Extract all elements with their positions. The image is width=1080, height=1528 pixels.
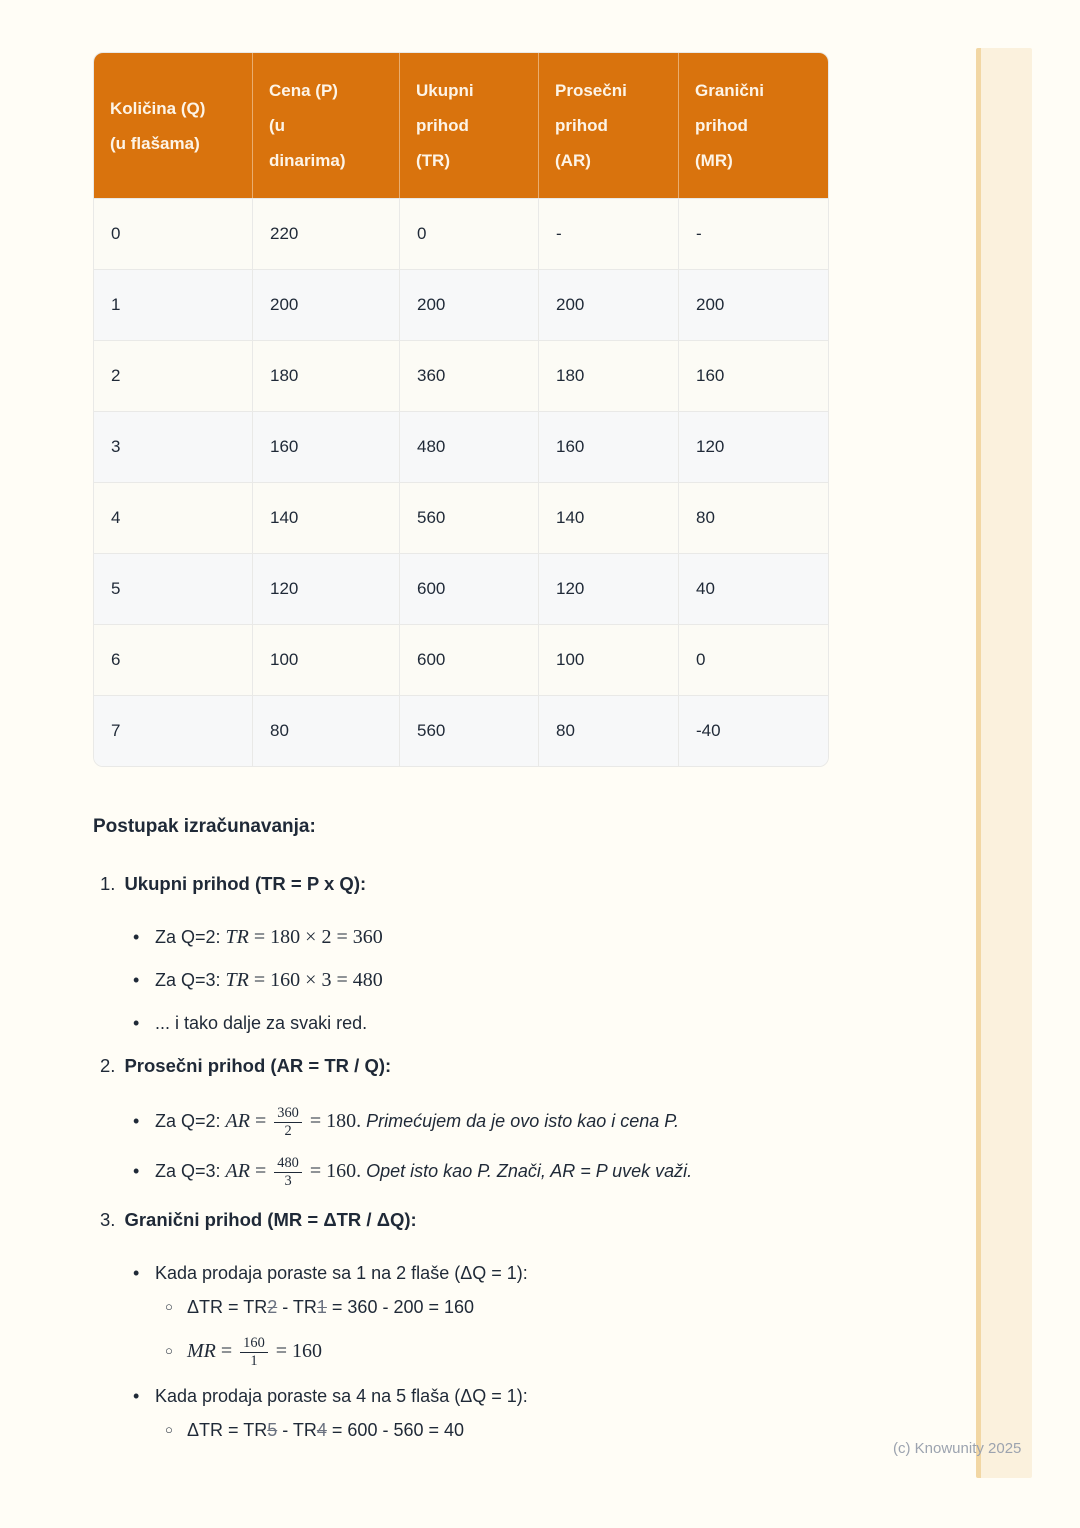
table-cell: 480 [400,411,539,482]
list-item-text: ... i tako dalje za svaki red. [155,1013,368,1033]
fraction: $\frac{360}{2}$ [274,1106,302,1139]
table-cell: 3 [94,411,253,482]
table-row [94,553,828,624]
column-header-prosecni-prihod: Prosečni prihod (AR) [539,53,679,198]
list-item-text: Za Q=3: TR = 160 × 3 = 480 [155,969,383,991]
table-row [94,411,828,482]
table-cell: 200 [679,269,828,340]
bullet-icon: • [133,927,140,947]
list-item-text: Za Q=3: AR = $\frac{480}{3}$ = 160. Opet isto kao P. Znači, AR = P uvek važi. [155,1155,693,1190]
table-cell: - [679,198,828,269]
list-item [133,967,973,993]
list-item-text: Kada prodaja poraste sa 4 na 5 flaša (ΔQ = 1): [155,1385,528,1406]
table-row [94,695,828,766]
bullet-icon: • [133,1385,140,1406]
table-cell: 120 [539,553,679,624]
ordered-item-title [100,1207,973,1232]
table-row [94,269,828,340]
struck-subscript: 1 [316,1296,327,1317]
math-expression: AR = $\frac{480}{3}$ = 160. [225,1155,367,1190]
table-cell: 6 [94,624,253,695]
table-cell: 200 [539,269,679,340]
math-expression: TR = 180 × 2 = 360 [225,926,383,948]
sub-list [93,1294,973,1369]
table-cell: -40 [679,695,828,766]
math-expression: MR = $\frac{160}{1}$ = 160 [187,1334,323,1369]
struck-subscript: 5 [267,1419,278,1440]
table-cell: - [539,198,679,269]
sub-list-item-text [187,1336,973,1369]
italic-note: Primećujem da je ovo isto kao i cena P. [366,1111,679,1132]
list-item-text: Kada prodaja poraste sa 1 na 2 flaše (ΔQ = 1): [155,1262,528,1283]
list-item [133,1260,973,1286]
table-cell: 1 [94,269,253,340]
ordered-item-ukupni-prihod [93,871,973,1036]
sub-list-item [165,1336,973,1369]
list-number: 2. [100,1055,116,1076]
table-cell: 4 [94,482,253,553]
table-row [94,340,828,411]
table-cell: 600 [400,553,539,624]
table-cell: 140 [253,482,400,553]
bullet-icon: • [133,1013,140,1033]
table-cell: 80 [679,482,828,553]
ordered-item-title [100,1053,973,1078]
table-row [94,482,828,553]
circle-bullet-icon: ○ [165,1342,173,1358]
table-cell: 5 [94,553,253,624]
sub-list [93,1417,973,1445]
side-highlight-band [976,48,1032,1478]
table-cell: 600 [400,624,539,695]
table-cell: 0 [400,198,539,269]
bullet-icon: • [133,970,140,990]
table-cell: 200 [400,269,539,340]
list-item [133,1383,973,1409]
column-header-cena: Cena (P) (u dinarima) [253,53,400,198]
table-cell: 220 [253,198,400,269]
table-cell: 140 [539,482,679,553]
bullet-icon: • [133,1262,140,1283]
table-cell: 80 [253,695,400,766]
math-expression: TR = 160 × 3 = 480 [225,969,383,991]
table-cell: 100 [539,624,679,695]
list-item [133,924,973,950]
table-cell: 560 [400,695,539,766]
list-title: Granični prihod (MR = ΔTR / ΔQ): [124,1208,417,1230]
list-item [133,1010,973,1036]
italic-note: Opet isto kao P. Znači, AR = P uvek važi. [366,1161,693,1182]
sub-list-item-text: ΔTR = TR5 - TR4 = 600 - 560 = 40 [187,1419,465,1440]
table-cell: 2 [94,340,253,411]
fraction: $\frac{480}{3}$ [274,1156,302,1189]
list-item-text: Za Q=2: AR = $\frac{360}{2}$ = 180. Primećujem da je ovo isto kao i cena P. [155,1105,679,1140]
ordered-item-prosecni-prihod [93,1053,973,1190]
bullet-icon: • [133,1111,140,1132]
list-title: Ukupni prihod (TR = P x Q): [124,873,367,894]
sub-list-item-text: ΔTR = TR2 - TR1 = 360 - 200 = 160 [187,1296,475,1317]
list-item [133,1156,973,1189]
sub-list-item [165,1417,973,1445]
table-cell: 7 [94,695,253,766]
column-header-kolicina: Količina (Q) (u flašama) [94,53,253,198]
table-cell: 100 [253,624,400,695]
table-cell: 40 [679,553,828,624]
table-cell: 120 [253,553,400,624]
list-title: Prosečni prihod (AR = TR / Q): [124,1055,392,1076]
table-row [94,198,828,269]
list-number: 3. [100,1208,116,1230]
column-header-granicni-prihod: Granični prihod (MR) [679,53,828,198]
table-cell: 180 [539,340,679,411]
math-expression: AR = $\frac{360}{2}$ = 180. [225,1105,367,1140]
column-header-ukupni-prihod: Ukupni prihod (TR) [400,53,539,198]
table-cell: 560 [400,482,539,553]
table-cell: 0 [679,624,828,695]
table-cell: 180 [253,340,400,411]
table-cell: 120 [679,411,828,482]
list-item-text: Za Q=2: TR = 180 × 2 = 360 [155,926,383,948]
struck-subscript: 2 [267,1296,278,1317]
table-cell: 160 [539,411,679,482]
table-cell: 160 [253,411,400,482]
table-cell: 80 [539,695,679,766]
table-cell: 160 [679,340,828,411]
bullet-icon: • [133,1161,140,1182]
list-item [133,1106,973,1139]
circle-bullet-icon: ○ [165,1298,173,1314]
section-heading: Postupak izračunavanja: [93,816,316,837]
ordered-item-granicni-prihod [93,1207,973,1445]
revenue-table [93,52,829,767]
struck-subscript: 4 [316,1419,327,1440]
sub-list-item [165,1294,973,1322]
table-cell: 0 [94,198,253,269]
copyright-watermark: (c) Knowunity 2025 [893,1440,1022,1457]
fraction: $\frac{160}{1}$ [240,1336,268,1369]
list-number: 1. [100,873,116,894]
table-cell: 200 [253,269,400,340]
table-cell: 360 [400,340,539,411]
ordered-item-title [100,871,973,896]
table-header-row [94,53,828,198]
calculation-steps [93,814,973,1459]
circle-bullet-icon: ○ [165,1421,173,1437]
table-row [94,624,828,695]
